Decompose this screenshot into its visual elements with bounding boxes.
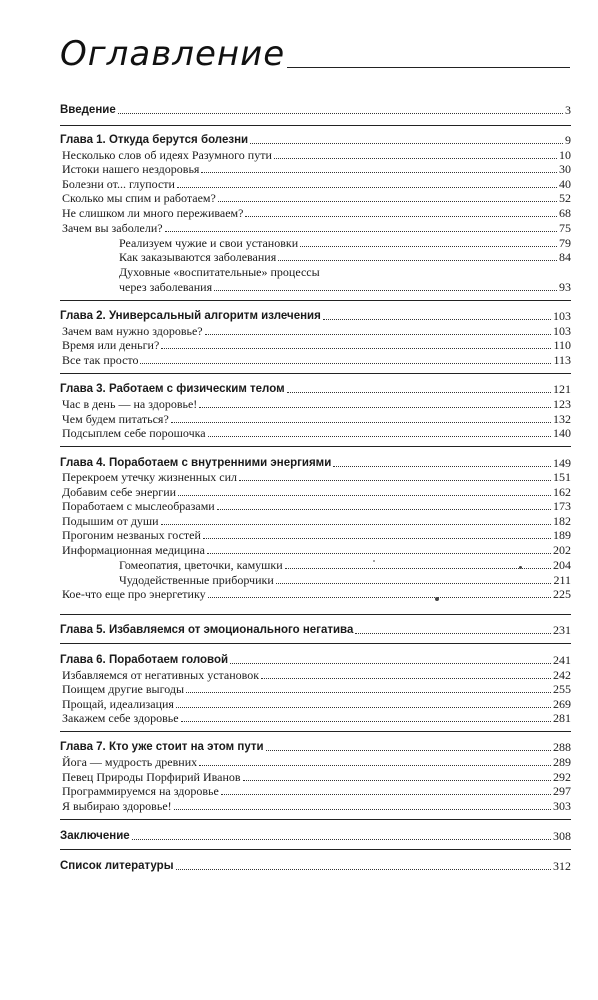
toc-entry-title: Глава 1. Откуда берутся болезни bbox=[60, 134, 249, 146]
dot-leader bbox=[322, 275, 569, 276]
toc-page-number: 151 bbox=[553, 470, 571, 484]
print-speck bbox=[435, 597, 439, 601]
section-divider bbox=[60, 446, 571, 447]
toc-page-number: 303 bbox=[553, 799, 571, 813]
dot-leader bbox=[243, 779, 551, 781]
toc-page-number: 241 bbox=[553, 653, 571, 667]
toc-entry[interactable] bbox=[62, 770, 571, 784]
toc-page-number: 162 bbox=[553, 485, 571, 499]
toc-entry[interactable] bbox=[62, 177, 571, 191]
toc-page-number: 140 bbox=[553, 426, 571, 440]
toc-page-number: 289 bbox=[553, 755, 571, 769]
section-divider bbox=[60, 125, 571, 126]
toc-entry-title: Час в день — на здоровье! bbox=[62, 397, 198, 411]
toc-entry[interactable] bbox=[62, 682, 571, 696]
toc-page-number: 211 bbox=[553, 573, 571, 587]
toc-entry[interactable] bbox=[119, 265, 571, 279]
dot-leader bbox=[208, 596, 551, 598]
toc-entry[interactable] bbox=[62, 697, 571, 711]
toc-chapter-entry[interactable] bbox=[60, 133, 571, 147]
toc-entry-title: Глава 5. Избавляемся от эмоционального негатива bbox=[60, 624, 354, 636]
toc-page-number: 123 bbox=[553, 397, 571, 411]
section-divider bbox=[60, 819, 571, 820]
dot-leader bbox=[278, 259, 557, 261]
dot-leader bbox=[132, 838, 551, 840]
dot-leader bbox=[161, 523, 551, 525]
toc-entry[interactable] bbox=[62, 324, 571, 338]
dot-leader bbox=[177, 186, 557, 188]
toc-entry-title: Кое-что еще про энергетику bbox=[62, 587, 206, 601]
toc-entry-title: Истоки нашего нездоровья bbox=[62, 162, 200, 176]
toc-entry[interactable] bbox=[119, 573, 571, 587]
toc-entry-title: Глава 7. Кто уже стоит на этом пути bbox=[60, 741, 264, 753]
toc-entry[interactable] bbox=[119, 280, 571, 294]
toc-entry-title: Время или деньги? bbox=[62, 338, 160, 352]
toc-chapter-entry[interactable] bbox=[60, 103, 571, 117]
toc-entry-title: Чем будем питаться? bbox=[62, 412, 169, 426]
toc-entry-title: Прогоним незваных гостей bbox=[62, 528, 201, 542]
dot-leader bbox=[161, 347, 551, 349]
toc-entry-title: Подсыплем себе порошочка bbox=[62, 426, 206, 440]
dot-leader bbox=[218, 200, 557, 202]
section-divider bbox=[60, 614, 571, 615]
toc-entry[interactable] bbox=[62, 148, 571, 162]
toc-entry-title: Закажем себе здоровье bbox=[62, 711, 179, 725]
toc-entry[interactable] bbox=[62, 587, 571, 601]
toc-page-number: 297 bbox=[553, 784, 571, 798]
toc-entry[interactable] bbox=[62, 338, 571, 352]
toc-page-number: 75 bbox=[559, 221, 571, 235]
toc-entry-title: Глава 6. Поработаем головой bbox=[60, 654, 229, 666]
dot-leader bbox=[176, 706, 551, 708]
toc-page-number: 312 bbox=[553, 859, 571, 873]
dot-leader bbox=[203, 537, 551, 539]
toc-entry[interactable] bbox=[119, 236, 571, 250]
toc-entry[interactable] bbox=[62, 499, 571, 513]
section-divider bbox=[60, 731, 571, 732]
toc-page-number: 149 bbox=[553, 456, 571, 470]
toc-entry-title: Глава 3. Работаем с физическим телом bbox=[60, 383, 285, 395]
toc-entry[interactable] bbox=[62, 191, 571, 205]
toc-entry-title: через заболевания bbox=[119, 280, 213, 294]
toc-chapter-entry[interactable] bbox=[60, 309, 571, 323]
toc-entry[interactable] bbox=[62, 514, 571, 528]
dot-leader bbox=[174, 808, 551, 810]
dot-leader bbox=[178, 494, 551, 496]
toc-page-number: 40 bbox=[559, 177, 571, 191]
toc-page-number: 113 bbox=[553, 353, 571, 367]
dot-leader bbox=[333, 465, 551, 467]
dot-leader bbox=[199, 764, 551, 766]
dot-leader bbox=[300, 245, 557, 247]
dot-leader bbox=[261, 677, 551, 679]
print-speck bbox=[373, 560, 375, 562]
dot-leader bbox=[140, 362, 551, 364]
dot-leader bbox=[118, 112, 563, 114]
toc-page-number: 308 bbox=[553, 829, 571, 843]
toc-entry[interactable] bbox=[62, 206, 571, 220]
toc-entry[interactable] bbox=[62, 426, 571, 440]
toc-entry-title: Введение bbox=[60, 104, 116, 116]
toc-chapter-entry[interactable] bbox=[60, 623, 571, 637]
toc-entry-title: Программируемся на здоровье bbox=[62, 784, 219, 798]
section-divider bbox=[60, 643, 571, 644]
dot-leader bbox=[221, 793, 551, 795]
toc-entry-title: Духовные «воспитательные» процессы bbox=[119, 265, 320, 279]
toc-entry-title: Поищем другие выгоды bbox=[62, 682, 185, 696]
toc-page-number: 202 bbox=[553, 543, 571, 557]
toc-entry[interactable] bbox=[62, 755, 571, 769]
toc-entry[interactable] bbox=[62, 485, 571, 499]
toc-page-number: 231 bbox=[553, 623, 571, 637]
toc-entry-title: Как заказываются заболевания bbox=[119, 250, 277, 264]
toc-entry[interactable] bbox=[62, 528, 571, 542]
toc-page-number: 110 bbox=[553, 338, 571, 352]
toc-page-number: 30 bbox=[559, 162, 571, 176]
toc-entry[interactable] bbox=[119, 250, 571, 264]
toc-entry-title: Список литературы bbox=[60, 860, 174, 872]
toc-chapter-entry[interactable] bbox=[60, 859, 571, 873]
toc-page-number: 292 bbox=[553, 770, 571, 784]
section-divider bbox=[60, 300, 571, 301]
dot-leader bbox=[181, 720, 551, 722]
toc-entry[interactable] bbox=[62, 353, 571, 367]
toc-chapter-entry[interactable] bbox=[60, 382, 571, 396]
toc-page-number: 121 bbox=[553, 382, 571, 396]
toc-entry[interactable] bbox=[62, 784, 571, 798]
dot-leader bbox=[186, 691, 551, 693]
toc-page-number: 103 bbox=[553, 324, 571, 338]
dot-leader bbox=[171, 421, 551, 423]
toc-chapter-entry[interactable] bbox=[60, 740, 571, 754]
page-title: Оглавление bbox=[60, 34, 286, 74]
toc-page-number: 204 bbox=[553, 558, 571, 572]
dot-leader bbox=[214, 289, 557, 291]
dot-leader bbox=[205, 333, 551, 335]
toc-chapter-entry[interactable] bbox=[60, 829, 571, 843]
dot-leader bbox=[274, 157, 557, 159]
dot-leader bbox=[239, 479, 551, 481]
toc-entry-title: Зачем вам нужно здоровье? bbox=[62, 324, 203, 338]
toc-page-number: 103 bbox=[553, 309, 571, 323]
toc-entry-title: Певец Природы Порфирий Иванов bbox=[62, 770, 241, 784]
dot-leader bbox=[276, 582, 552, 584]
toc-entry[interactable] bbox=[62, 668, 571, 682]
toc-page-number: 281 bbox=[553, 711, 571, 725]
toc-page-number: 9 bbox=[565, 133, 571, 147]
toc-entry-title: Глава 2. Универсальный алгоритм излечения bbox=[60, 310, 321, 322]
dot-leader bbox=[245, 215, 557, 217]
dot-leader bbox=[230, 662, 551, 664]
toc-entry-title: Болезни от... глупости bbox=[62, 177, 175, 191]
toc-page-number: 10 bbox=[559, 148, 571, 162]
toc-chapter-entry[interactable] bbox=[60, 653, 571, 667]
toc-entry-title: Гомеопатия, цветочки, камушки bbox=[119, 558, 283, 572]
toc-entry-title: Зачем вы заболели? bbox=[62, 221, 163, 235]
toc-entry-title: Информационная медицина bbox=[62, 543, 205, 557]
toc-page-number: 288 bbox=[553, 740, 571, 754]
toc-entry-title: Йога — мудрость древних bbox=[62, 755, 198, 769]
section-divider bbox=[60, 849, 571, 850]
toc-entry-title: Избавляемся от негативных установок bbox=[62, 668, 260, 682]
section-divider bbox=[60, 373, 571, 374]
dot-leader bbox=[250, 142, 563, 144]
print-speck bbox=[519, 566, 522, 569]
toc-entry[interactable] bbox=[62, 397, 571, 411]
toc-entry-title: Заключение bbox=[60, 830, 130, 842]
dot-leader bbox=[217, 508, 551, 510]
dot-leader bbox=[176, 868, 551, 870]
toc-entry-title: Прощай, идеализация bbox=[62, 697, 174, 711]
dot-leader bbox=[208, 435, 551, 437]
toc-entry[interactable] bbox=[62, 470, 571, 484]
toc-page-number: 3 bbox=[565, 103, 571, 117]
toc-entry[interactable] bbox=[62, 162, 571, 176]
dot-leader bbox=[199, 406, 551, 408]
title-block bbox=[60, 34, 570, 78]
toc-page-number: 52 bbox=[559, 191, 571, 205]
toc-entry[interactable] bbox=[62, 221, 571, 235]
dot-leader bbox=[201, 171, 557, 173]
toc-entry-title: Перекроем утечку жизненных сил bbox=[62, 470, 238, 484]
toc-entry-title: Реализуем чужие и свои установки bbox=[119, 236, 299, 250]
toc-entry-title: Не слишком ли много переживаем? bbox=[62, 206, 244, 220]
toc-page-number: 182 bbox=[553, 514, 571, 528]
dot-leader bbox=[165, 230, 557, 232]
toc-page-number: 132 bbox=[553, 412, 571, 426]
toc-entry-title: Поработаем с мыслеобразами bbox=[62, 499, 215, 513]
dot-leader bbox=[266, 749, 551, 751]
toc-page-number: 173 bbox=[553, 499, 571, 513]
title-underline bbox=[287, 67, 570, 68]
dot-leader bbox=[287, 391, 551, 393]
toc-entry[interactable] bbox=[62, 711, 571, 725]
toc-page-number: 84 bbox=[559, 250, 571, 264]
toc-entry[interactable] bbox=[62, 543, 571, 557]
dot-leader bbox=[323, 318, 551, 320]
toc-page-number: 255 bbox=[553, 682, 571, 696]
toc-entry-title: Подышим от души bbox=[62, 514, 159, 528]
toc-entry-title: Несколько слов об идеях Разумного пути bbox=[62, 148, 272, 162]
toc-entry-title: Глава 4. Поработаем с внутренними энергиями bbox=[60, 457, 332, 469]
dot-leader bbox=[207, 552, 551, 554]
dot-leader bbox=[355, 632, 551, 634]
toc-entry-title: Все так просто bbox=[62, 353, 139, 367]
toc-page-number: 225 bbox=[553, 587, 571, 601]
toc-entry[interactable] bbox=[119, 558, 571, 572]
toc-entry-title: Чудодейственные приборчики bbox=[119, 573, 274, 587]
toc-entry[interactable] bbox=[62, 412, 571, 426]
toc-page-number: 269 bbox=[553, 697, 571, 711]
toc-page-number: 189 bbox=[553, 528, 571, 542]
toc-page-number: 68 bbox=[559, 206, 571, 220]
toc-page-number: 93 bbox=[559, 280, 571, 294]
dot-leader bbox=[285, 567, 551, 569]
toc-entry-title: Сколько мы спим и работаем? bbox=[62, 191, 216, 205]
toc-entry-title: Я выбираю здоровье! bbox=[62, 799, 172, 813]
toc-page-number: 242 bbox=[553, 668, 571, 682]
toc-entry-title: Добавим себе энергии bbox=[62, 485, 177, 499]
toc-page-number: 79 bbox=[559, 236, 571, 250]
toc-chapter-entry[interactable] bbox=[60, 456, 571, 470]
toc-entry[interactable] bbox=[62, 799, 571, 813]
